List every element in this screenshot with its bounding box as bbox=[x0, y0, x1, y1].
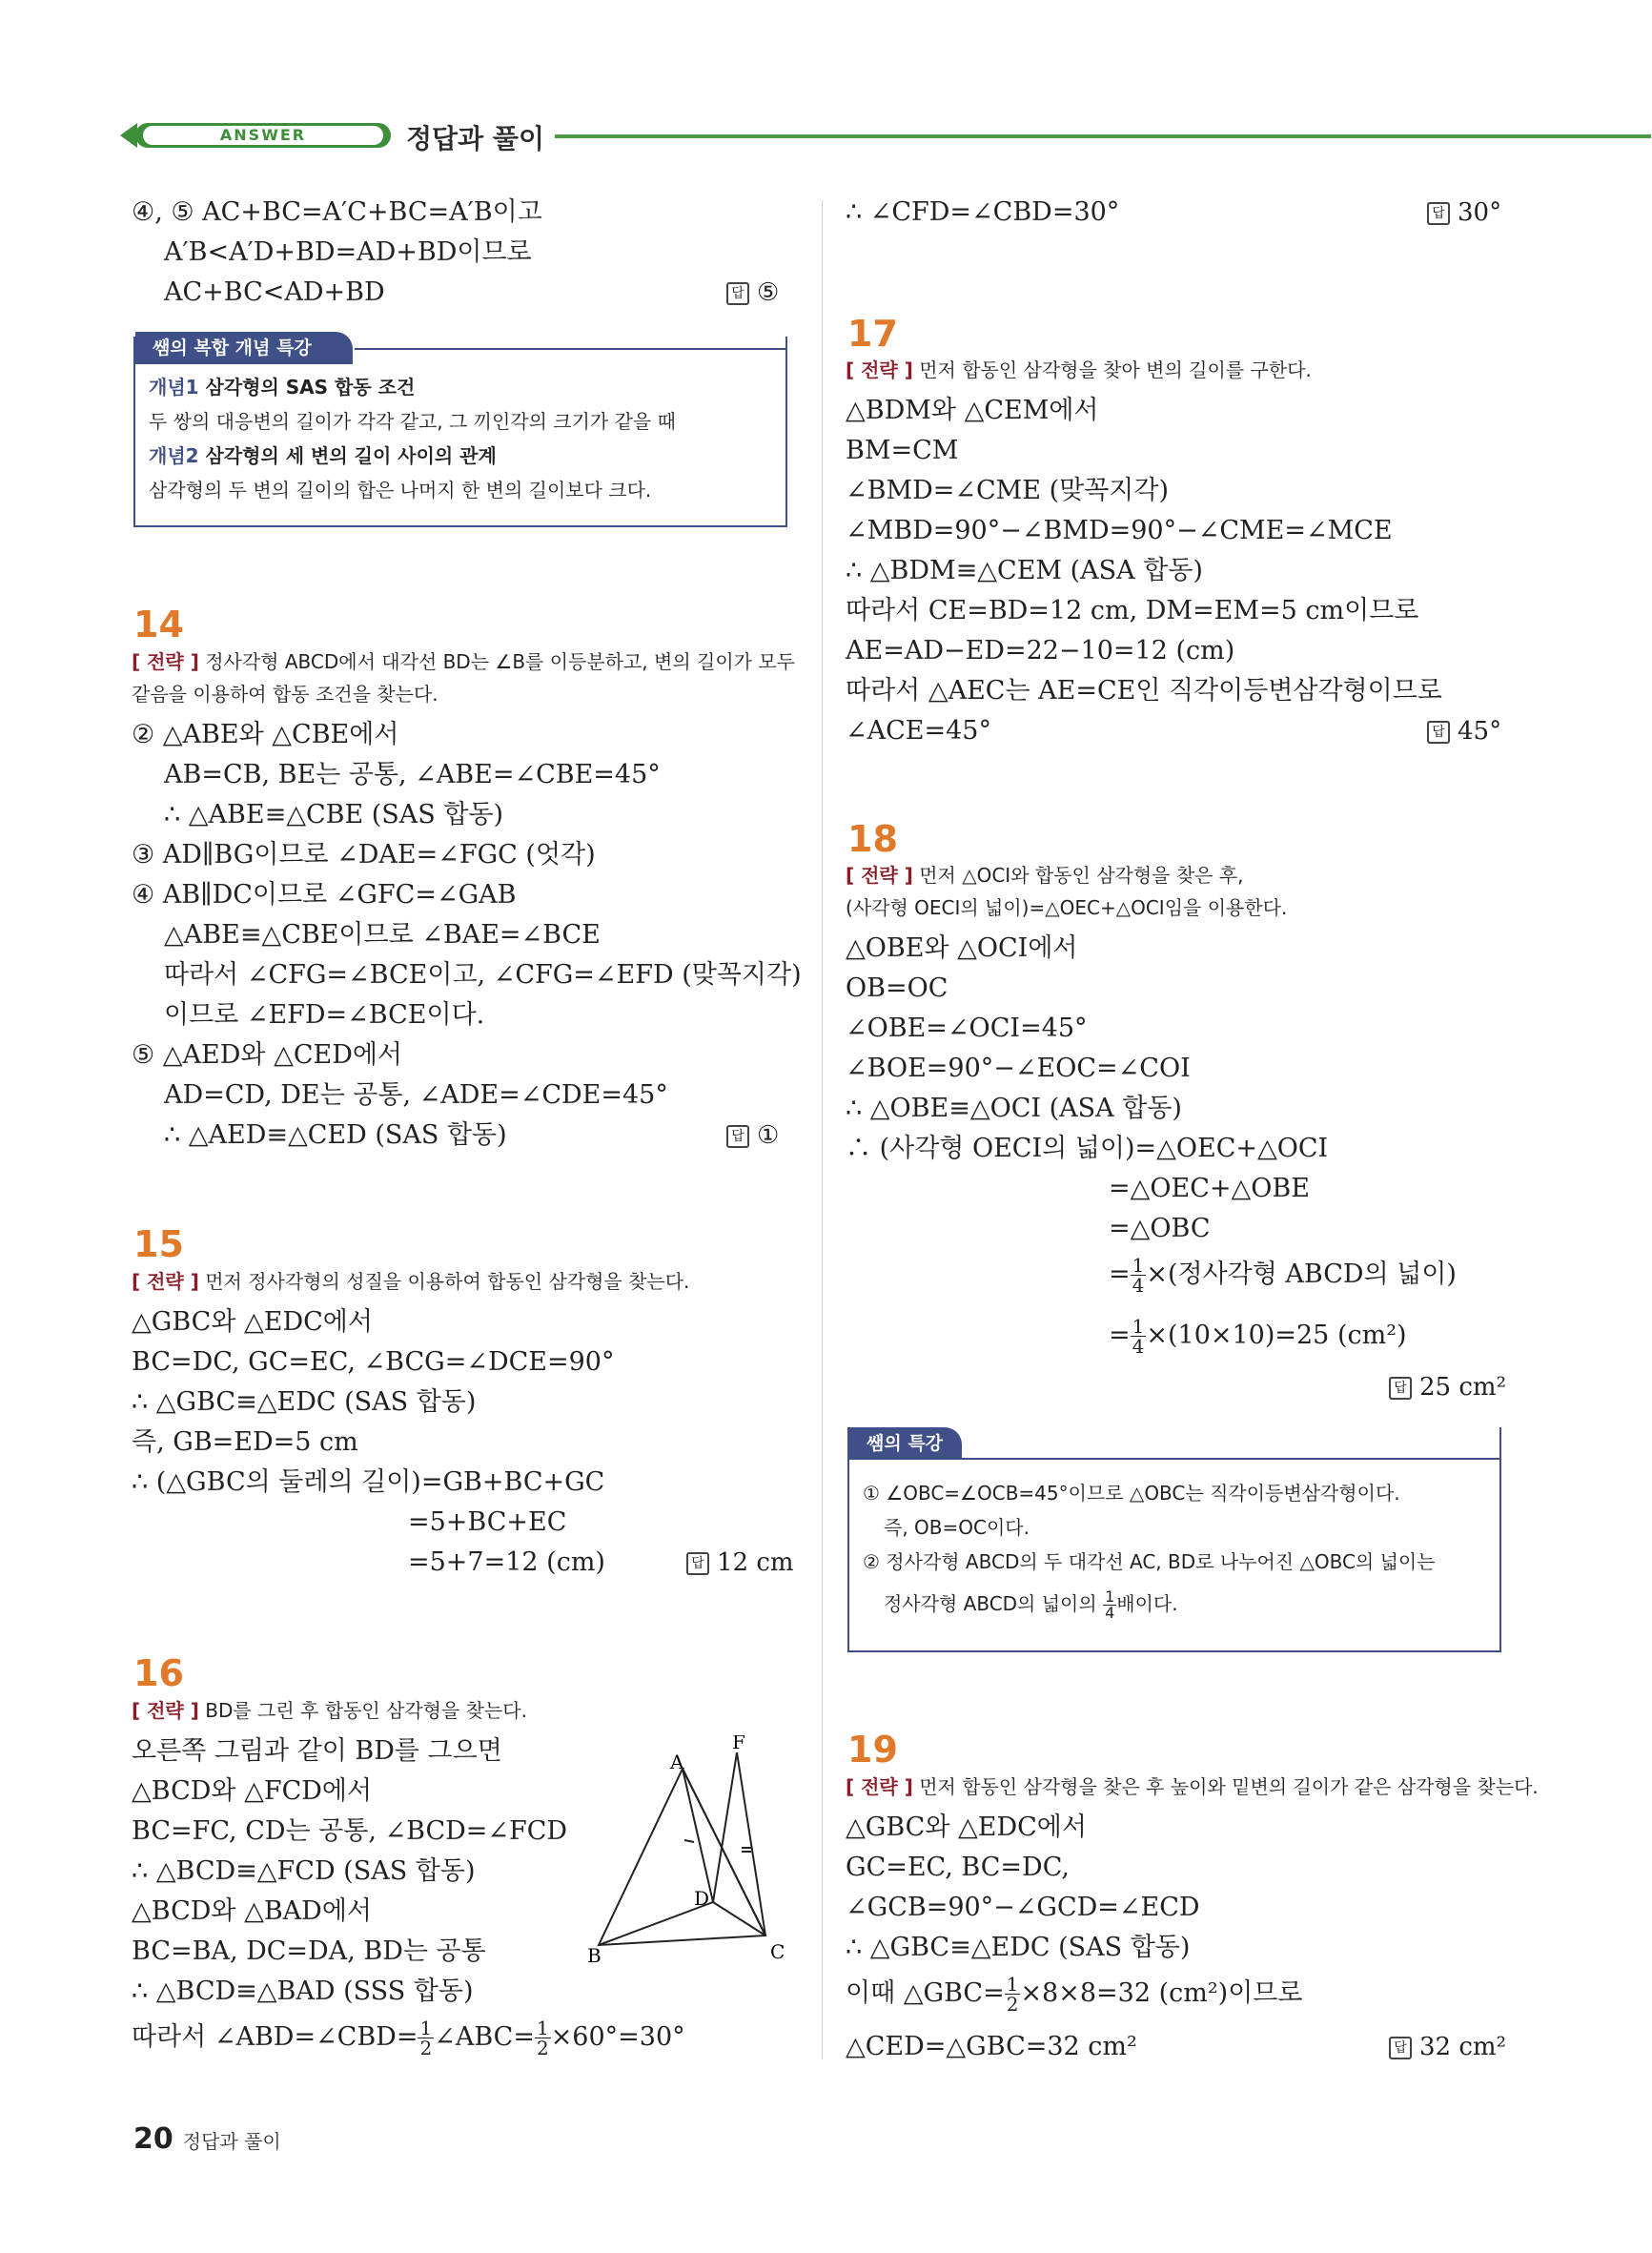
solution-line: =△OEC+△OBE bbox=[1109, 1174, 1310, 1203]
tip-line-3: ② 정사각형 ABCD의 두 대각선 AC, BD로 나누어진 △OBC의 넓이는 bbox=[863, 1550, 1436, 1573]
answer-badge: ANSWER bbox=[143, 126, 383, 145]
solution-line: ∴ △OBE≡△OCI (ASA 합동) bbox=[846, 1094, 1182, 1123]
label-D: D bbox=[694, 1887, 710, 1910]
problem-number-16: 16 bbox=[133, 1652, 184, 1694]
solution-line: ∴ △BCD≡△BAD (SSS 합동) bbox=[132, 1976, 474, 2006]
answer-mark: 답 ① bbox=[726, 1118, 779, 1153]
solution-line: ∴ △AED≡△CED (SAS 합동) bbox=[164, 1120, 507, 1150]
answer-value: ⑤ bbox=[757, 278, 780, 307]
solution-line: BC=BA, DC=DA, BD는 공통 bbox=[132, 1936, 486, 1966]
strategy-14: [ 전략 ] 정사각형 ABCD에서 대각선 BD는 ∠B를 이등분하고, 변의 길이가 모두 bbox=[132, 650, 795, 673]
answer-box-icon: 답 bbox=[686, 1552, 709, 1575]
page-footer bbox=[133, 2122, 281, 2156]
solution-line: OB=OC bbox=[846, 973, 948, 1003]
solution-line: △CED=△GBC=32 cm² bbox=[846, 2032, 1137, 2061]
solution-line: ∴ △GBC≡△EDC (SAS 합동) bbox=[846, 1933, 1191, 1962]
intro-line: AC+BC<AD+BD bbox=[164, 277, 385, 307]
strategy-18-cont: (사각형 OECI의 넓이)=△OEC+△OCI임을 이용한다. bbox=[846, 896, 1288, 919]
solution-line: BC=FC, CD는 공통, ∠BCD=∠FCD bbox=[132, 1816, 568, 1846]
solution-line: ∠MBD=90°−∠BMD=90°−∠CME=∠MCE bbox=[846, 516, 1393, 545]
answer-mark: 답 12 cm bbox=[686, 1546, 794, 1580]
solution-line: AE=AD−ED=22−10=12 (cm) bbox=[846, 636, 1235, 666]
solution-line: 이므로 ∠EFD=∠BCE이다. bbox=[164, 1000, 485, 1030]
header-title: 정답과 풀이 bbox=[406, 123, 544, 154]
tip-line-1: ① ∠OBC=∠OCB=45°이므로 △OBC는 직각이등변삼각형이다. bbox=[863, 1482, 1400, 1505]
solution-line: GC=EC, BC=DC, bbox=[846, 1853, 1070, 1882]
solution-line: ③ AD∥BG이므로 ∠DAE=∠FGC (엇각) bbox=[132, 840, 596, 870]
solution-line: AB=CB, BE는 공통, ∠ABE=∠CBE=45° bbox=[164, 760, 661, 789]
solution-line: ∴ △GBC≡△EDC (SAS 합동) bbox=[132, 1387, 477, 1417]
concept-title-2: 개념2 삼각형의 세 변의 길이 사이의 관계 bbox=[149, 444, 497, 467]
label-A: A bbox=[670, 1751, 684, 1773]
answer-box-icon: 답 bbox=[726, 282, 749, 305]
solution-line-fraction: = $\frac{1}{4}$ ×(정사각형 ABCD의 넓이) bbox=[1109, 1254, 1457, 1297]
column-divider bbox=[822, 200, 823, 2059]
problem-number-19: 19 bbox=[847, 1729, 898, 1771]
triangle-figure bbox=[580, 1735, 808, 1964]
solution-line: =5+BC+EC bbox=[408, 1507, 567, 1537]
solution-line: △GBC와 △EDC에서 bbox=[132, 1307, 373, 1337]
answer-mark: 답 32 cm² bbox=[1389, 2030, 1506, 2064]
solution-line: ∠ACE=45° bbox=[846, 716, 991, 746]
strategy-19: [ 전략 ] 먼저 합동인 삼각형을 찾은 후 높이와 밑변의 길이가 같은 삼각형을 찾는다. bbox=[846, 1775, 1539, 1798]
answer-mark: 답 30° bbox=[1427, 195, 1501, 230]
problem-number-14: 14 bbox=[133, 604, 184, 645]
answer-box-icon: 답 bbox=[1389, 1377, 1412, 1400]
answer-box-icon: 답 bbox=[1389, 2037, 1412, 2059]
solution-line: ∴ (사각형 OECI의 넓이)=△OEC+△OCI bbox=[846, 1134, 1329, 1163]
solution-line: =△OBC bbox=[1109, 1214, 1211, 1243]
solution-line: ∴ ∠CFD=∠CBD=30° bbox=[846, 197, 1120, 227]
solution-line: ∴ △BCD≡△FCD (SAS 합동) bbox=[132, 1856, 476, 1886]
problem-number-15: 15 bbox=[133, 1223, 184, 1265]
answer-box-icon: 답 bbox=[726, 1125, 749, 1148]
solution-line: ∴ (△GBC의 둘레의 길이)=GB+BC+GC bbox=[132, 1467, 605, 1497]
tip-line-2: 즉, OB=OC이다. bbox=[884, 1516, 1030, 1539]
tip-line-4: 정사각형 ABCD의 넓이의 $\frac{1}{4}$ 배이다. bbox=[884, 1587, 1178, 1622]
tip-box bbox=[847, 1427, 1501, 1652]
problem-number-18: 18 bbox=[847, 818, 898, 860]
solution-line: BM=CM bbox=[846, 436, 959, 465]
answer-mark bbox=[726, 276, 779, 310]
label-F: F bbox=[732, 1735, 745, 1753]
solution-line: △ABE≡△CBE이므로 ∠BAE=∠BCE bbox=[164, 920, 601, 950]
solution-line: ∠BMD=∠CME (맞꼭지각) bbox=[846, 476, 1169, 505]
concept-box bbox=[133, 337, 787, 527]
solution-line-fraction: 따라서 ∠ABD=∠CBD= $\frac{1}{2}$ ∠ABC= $\frac{1}{2}$ ×60°=30° bbox=[132, 2017, 685, 2059]
strategy-17: [ 전략 ] 먼저 합동인 삼각형을 찾아 변의 길이를 구한다. bbox=[846, 358, 1312, 381]
solution-line: △OBE와 △OCI에서 bbox=[846, 933, 1078, 963]
solution-line-fraction: 이때 △GBC= $\frac{1}{2}$ ×8×8=32 (cm²)이므로 bbox=[846, 1973, 1303, 2016]
answer-mark: 답 25 cm² bbox=[1389, 1370, 1506, 1404]
solution-line: △BCD와 △FCD에서 bbox=[132, 1776, 373, 1806]
label-C: C bbox=[770, 1940, 785, 1963]
tip-tab: 쌤의 특강 bbox=[849, 1427, 962, 1460]
intro-line: ④, ⑤ AC+BC=A′C+BC=A′B이고 bbox=[132, 197, 542, 227]
answer-box-icon: 답 bbox=[1427, 721, 1450, 744]
label-B: B bbox=[587, 1944, 602, 1964]
solution-line: 오른쪽 그림과 같이 BD를 그으면 bbox=[132, 1736, 502, 1766]
answer-box-icon: 답 bbox=[1427, 202, 1450, 225]
strategy-18: [ 전략 ] 먼저 △OCI와 합동인 삼각형을 찾은 후, bbox=[846, 864, 1244, 887]
strategy-15: [ 전략 ] 먼저 정사각형의 성질을 이용하여 합동인 삼각형을 찾는다. bbox=[132, 1270, 690, 1293]
solution-line: ⑤ △AED와 △CED에서 bbox=[132, 1040, 403, 1070]
solution-line: BC=DC, GC=EC, ∠BCG=∠DCE=90° bbox=[132, 1347, 615, 1377]
solution-line: ∠GCB=90°−∠GCD=∠ECD bbox=[846, 1893, 1200, 1922]
solution-line: 따라서 CE=BD=12 cm, DM=EM=5 cm이므로 bbox=[846, 596, 1419, 625]
solution-line: AD=CD, DE는 공통, ∠ADE=∠CDE=45° bbox=[164, 1080, 668, 1110]
footer-text: 정답과 풀이 bbox=[182, 2130, 281, 2153]
strategy-16: [ 전략 ] BD를 그린 후 합동인 삼각형을 찾는다. bbox=[132, 1699, 527, 1722]
answer-mark: 답 45° bbox=[1427, 714, 1501, 748]
concept-text-1: 두 쌍의 대응변의 길이가 각각 같고, 그 끼인각의 크기가 같을 때 bbox=[149, 410, 676, 433]
strategy-14-cont: 같음을 이용하여 합동 조건을 찾는다. bbox=[132, 683, 438, 706]
concept-text-2: 삼각형의 두 변의 길이의 합은 나머지 한 변의 길이보다 크다. bbox=[149, 479, 652, 502]
page-header bbox=[120, 116, 1652, 154]
solution-line: △BDM와 △CEM에서 bbox=[846, 396, 1099, 425]
solution-line: 따라서 △AEC는 AE=CE인 직각이등변삼각형이므로 bbox=[846, 676, 1442, 706]
header-rule bbox=[555, 134, 1651, 138]
page-number: 20 bbox=[133, 2122, 173, 2156]
concept-title-1: 개념1 삼각형의 SAS 합동 조건 bbox=[149, 376, 416, 399]
solution-line: ② △ABE와 △CBE에서 bbox=[132, 720, 399, 749]
solution-line: 따라서 ∠CFG=∠BCE이고, ∠CFG=∠EFD (맞꼭지각) bbox=[164, 960, 802, 990]
intro-line: A′B<A′D+BD=AD+BD이므로 bbox=[164, 237, 532, 267]
concept-tab: 쌤의 복합 개념 특강 bbox=[135, 332, 353, 364]
solution-line: ④ AB∥DC이므로 ∠GFC=∠GAB bbox=[132, 880, 517, 910]
solution-line: ∠OBE=∠OCI=45° bbox=[846, 1014, 1088, 1043]
solution-line: ∴ △ABE≡△CBE (SAS 합동) bbox=[164, 800, 504, 830]
solution-line: △GBC와 △EDC에서 bbox=[846, 1813, 1087, 1842]
solution-line-fraction: = $\frac{1}{4}$ ×(10×10)=25 (cm²) bbox=[1109, 1315, 1407, 1358]
solution-line: =5+7=12 (cm) bbox=[408, 1547, 605, 1577]
problem-number-17: 17 bbox=[847, 313, 898, 355]
solution-line: ∴ △BDM≡△CEM (ASA 합동) bbox=[846, 556, 1203, 585]
solution-line: ∠BOE=90°−∠EOC=∠COI bbox=[846, 1054, 1191, 1083]
solution-line: 즉, GB=ED=5 cm bbox=[132, 1427, 358, 1457]
solution-line: △BCD와 △BAD에서 bbox=[132, 1896, 372, 1926]
